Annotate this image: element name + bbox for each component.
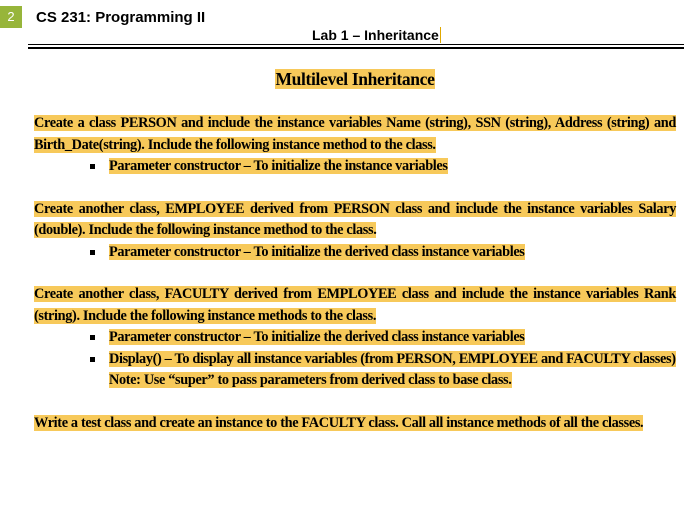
employee-bullets bbox=[34, 242, 676, 264]
course-title: CS 231: Programming II bbox=[36, 9, 206, 26]
lab-title-text: Lab 1 – Inheritance bbox=[312, 27, 439, 43]
list-item bbox=[89, 156, 676, 178]
list-item bbox=[89, 327, 676, 349]
highlighted-text: Write a test class and create an instance to the FACULTY class. Call all instance methods of all the classes. bbox=[34, 414, 644, 431]
lab-title bbox=[312, 27, 441, 43]
spacer bbox=[34, 178, 676, 199]
header-rule-thick bbox=[28, 47, 684, 49]
highlighted-text: Create a class PERSON and include the instance variables Name (string), SSN (string), Address (string) and Birth_Date(string). Include the following instance method to the class. bbox=[34, 115, 676, 153]
highlighted-text: Display() – To display all instance variables (from PERSON, EMPLOYEE and FACULTY classes) bbox=[109, 350, 676, 367]
spacer bbox=[34, 263, 676, 284]
heading-text: Multilevel Inheritance bbox=[275, 69, 435, 89]
header-rule-thin bbox=[28, 44, 684, 45]
document-body bbox=[34, 66, 676, 434]
slide-number-badge: 2 bbox=[0, 6, 22, 28]
highlighted-text: Create another class, FACULTY derived from EMPLOYEE class and include the instance variables Rank (string). Include the following instance methods to the class. bbox=[34, 286, 676, 324]
highlighted-text: Parameter constructor – To initialize the derived class instance variables bbox=[109, 243, 525, 260]
list-item bbox=[89, 349, 676, 371]
highlighted-text: Parameter constructor – To initialize the derived class instance variables bbox=[109, 329, 525, 345]
highlighted-text: Parameter constructor – To initialize the instance variables bbox=[109, 158, 448, 174]
text-cursor bbox=[440, 27, 441, 43]
closing-text bbox=[34, 413, 676, 435]
highlighted-text: Create another class, EMPLOYEE derived from PERSON class and include the instance variables Salary (double). Include the following instance method to the class. bbox=[34, 200, 676, 238]
faculty-bullets bbox=[34, 327, 676, 370]
document-heading bbox=[34, 66, 676, 92]
person-section-text bbox=[34, 113, 676, 156]
faculty-note bbox=[89, 370, 676, 392]
person-bullets bbox=[34, 156, 676, 178]
highlighted-text: Note: Use “super” to pass parameters from derived class to base class. bbox=[109, 372, 512, 388]
faculty-section-text bbox=[34, 284, 676, 327]
spacer bbox=[34, 392, 676, 413]
list-item bbox=[89, 242, 676, 264]
employee-section-text bbox=[34, 199, 676, 242]
